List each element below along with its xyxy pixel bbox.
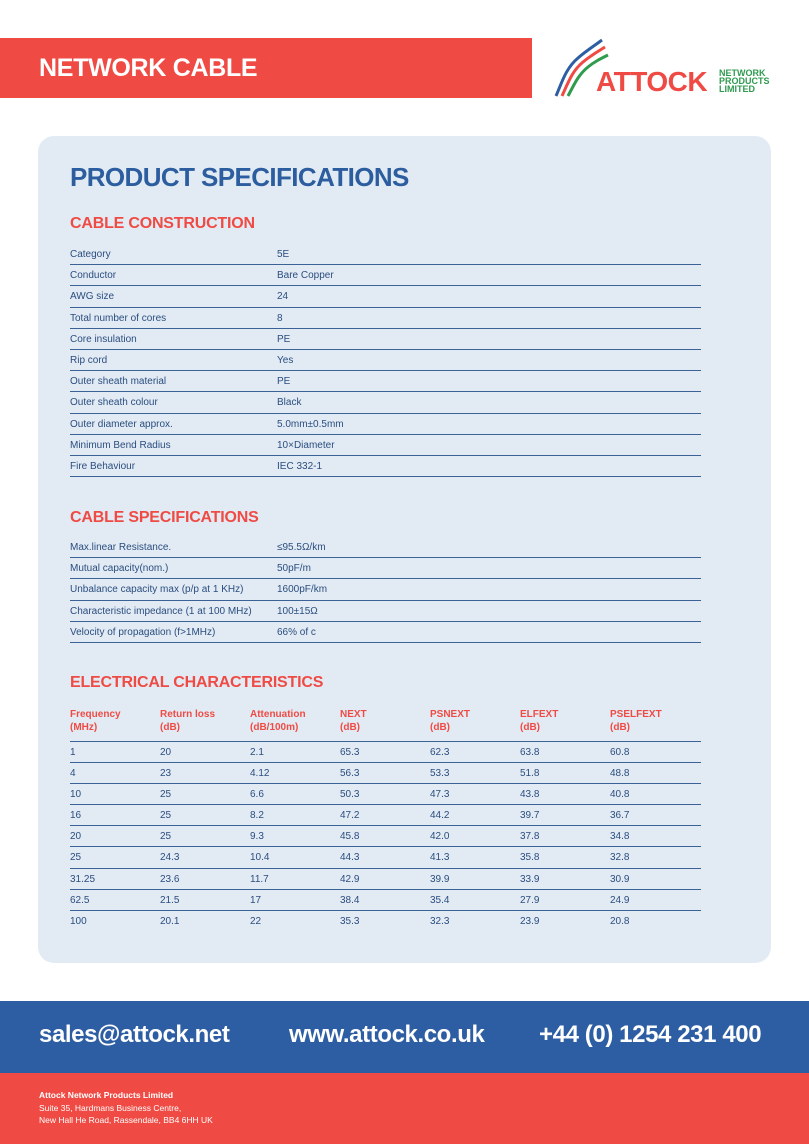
row-label: Outer diameter approx.: [70, 418, 173, 430]
row-label: Category: [70, 249, 111, 260]
row-value: PE: [277, 376, 291, 388]
table-row: [70, 601, 701, 622]
table-cell: 38.4: [340, 894, 360, 906]
column-header: Attenuation (dB/100m): [250, 709, 306, 733]
table-cell: 65.3: [340, 747, 360, 758]
table-cell: 42.9: [340, 873, 360, 885]
table-cell: 44.3: [340, 852, 360, 864]
table-row: [70, 435, 701, 456]
table-row: [70, 622, 701, 643]
table-cell: 30.9: [610, 873, 630, 885]
table-row: [70, 763, 701, 784]
table-row: [70, 869, 701, 890]
table-cell: 8.2: [250, 810, 264, 822]
top-banner: [0, 38, 532, 98]
table-row: [70, 742, 701, 763]
specifications-table: [70, 537, 701, 643]
row-value: Black: [277, 397, 302, 409]
table-row: [70, 329, 701, 350]
row-value: 100±15Ω: [277, 605, 318, 617]
table-row: [70, 784, 701, 805]
table-row: [70, 350, 701, 371]
row-value: 10×Diameter: [277, 439, 335, 451]
table-cell: 53.3: [430, 768, 450, 780]
page-title: PRODUCT SPECIFICATIONS: [70, 162, 409, 192]
table-cell: 48.8: [610, 768, 630, 780]
table-cell: 23.6: [160, 873, 180, 885]
column-header: NEXT (dB): [340, 709, 367, 733]
table-cell: 50.3: [340, 789, 360, 801]
row-value: 50pF/m: [277, 563, 311, 575]
row-label: Characteristic impedance (1 at 100 MHz): [70, 605, 252, 617]
table-cell: 41.3: [430, 852, 450, 864]
contact-website[interactable]: www.attock.co.uk: [289, 1021, 485, 1048]
table-row: [70, 890, 701, 911]
row-label: Minimum Bend Radius: [70, 439, 171, 451]
table-cell: 39.7: [520, 810, 540, 822]
contact-phone[interactable]: +44 (0) 1254 231 400: [539, 1021, 762, 1048]
table-cell: 23.9: [520, 915, 540, 927]
row-label: Conductor: [70, 270, 117, 282]
row-label: Core insulation: [70, 333, 137, 345]
table-cell: 100: [70, 915, 87, 927]
row-value: Bare Copper: [277, 270, 334, 282]
table-cell: 39.9: [430, 873, 450, 885]
table-cell: 33.9: [520, 873, 540, 885]
attock-logo: [552, 38, 782, 100]
table-cell: 37.8: [520, 831, 540, 843]
row-label: Unbalance capacity max (p/p at 1 KHz): [70, 584, 244, 596]
table-cell: 63.8: [520, 747, 540, 758]
table-row: [70, 579, 701, 600]
banner-title: NETWORK CABLE: [39, 54, 258, 82]
table-row: [70, 392, 701, 413]
table-cell: 1: [70, 747, 76, 758]
table-cell: 25: [160, 810, 172, 822]
table-cell: 36.7: [610, 810, 630, 822]
footer-company: Attock Network Products Limited: [39, 1090, 174, 1100]
table-cell: 25: [70, 852, 82, 864]
footer-address-line: Suite 35, Hardmans Business Centre,: [39, 1103, 182, 1113]
table-cell: 56.3: [340, 768, 360, 780]
table-cell: 17: [250, 894, 262, 906]
table-cell: 62.3: [430, 747, 450, 758]
column-header: Frequency (MHz): [70, 709, 121, 733]
column-header: PSNEXT (dB): [430, 709, 471, 733]
table-cell: 4.12: [250, 768, 270, 780]
table-cell: 2.1: [250, 747, 264, 758]
construction-table: [70, 244, 701, 477]
table-cell: 24.3: [160, 852, 180, 864]
row-value: IEC 332-1: [277, 460, 323, 472]
table-cell: 20.8: [610, 915, 630, 927]
table-row: [70, 244, 701, 265]
logo-wordmark: ATTOCK: [596, 66, 708, 97]
table-cell: 20: [160, 747, 172, 758]
table-cell: 35.4: [430, 894, 450, 906]
table-cell: 40.8: [610, 789, 630, 801]
table-cell: 35.8: [520, 852, 540, 864]
row-value: 5E: [277, 249, 290, 260]
table-cell: 20.1: [160, 915, 180, 927]
row-value: 5.0mm±0.5mm: [277, 418, 344, 430]
footer-band: [0, 1073, 809, 1144]
table-row: [70, 414, 701, 435]
table-row: [70, 537, 701, 558]
table-cell: 44.2: [430, 810, 450, 822]
electrical-table: [70, 707, 701, 932]
table-cell: 27.9: [520, 894, 540, 906]
table-cell: 25: [160, 789, 172, 801]
table-cell: 20: [70, 831, 82, 843]
table-row: [70, 558, 701, 579]
row-label: Max.linear Resistance.: [70, 542, 172, 553]
table-row: [70, 847, 701, 868]
row-label: Mutual capacity(nom.): [70, 563, 169, 575]
table-row: [70, 265, 701, 286]
table-row: [70, 286, 701, 307]
row-label: AWG size: [70, 291, 115, 303]
column-header: Return loss (dB): [160, 709, 216, 733]
table-row: [70, 826, 701, 847]
footer-address-line: New Hall He Road, Rassendale, BB4 6HH UK: [39, 1115, 213, 1125]
table-cell: 34.8: [610, 831, 630, 843]
row-value: ≤95.5Ω/km: [277, 542, 326, 553]
table-row: [70, 456, 701, 477]
table-cell: 16: [70, 810, 82, 822]
row-value: PE: [277, 333, 291, 345]
table-cell: 25: [160, 831, 172, 843]
row-label: Velocity of propagation (f>1MHz): [70, 626, 216, 638]
table-row: [70, 371, 701, 392]
table-cell: 23: [160, 768, 172, 780]
row-value: 8: [277, 312, 283, 324]
row-label: Rip cord: [70, 354, 108, 366]
column-header: PSELFEXT (dB): [610, 709, 662, 733]
table-cell: 24.9: [610, 894, 630, 906]
table-cell: 31.25: [70, 873, 96, 885]
table-cell: 10.4: [250, 852, 270, 864]
table-cell: 32.8: [610, 852, 630, 864]
table-cell: 35.3: [340, 915, 360, 927]
specifications-title: CABLE SPECIFICATIONS: [70, 509, 259, 526]
table-cell: 51.8: [520, 768, 540, 780]
table-cell: 21.5: [160, 894, 180, 906]
row-label: Fire Behaviour: [70, 460, 136, 472]
row-value: 24: [277, 291, 289, 303]
electrical-title: ELECTRICAL CHARACTERISTICS: [70, 674, 324, 691]
table-cell: 10: [70, 789, 82, 801]
table-cell: 47.3: [430, 789, 450, 801]
table-cell: 45.8: [340, 831, 360, 843]
row-value: Yes: [277, 354, 294, 366]
row-label: Outer sheath colour: [70, 397, 158, 409]
table-row: [70, 805, 701, 826]
table-cell: 4: [70, 768, 76, 780]
column-header: ELFEXT (dB): [520, 709, 559, 733]
table-cell: 6.6: [250, 789, 264, 801]
table-cell: 60.8: [610, 747, 630, 758]
table-cell: 62.5: [70, 894, 90, 906]
row-label: Total number of cores: [70, 312, 167, 324]
row-value: 1600pF/km: [277, 584, 328, 596]
table-cell: 22: [250, 915, 262, 927]
table-row: [70, 911, 701, 932]
table-row: [70, 308, 701, 329]
table-cell: 32.3: [430, 915, 450, 927]
row-label: Outer sheath material: [70, 376, 167, 388]
table-cell: 47.2: [340, 810, 360, 822]
logo-subtitle: NETWORK PRODUCTS LIMITED: [719, 68, 770, 94]
contact-email[interactable]: sales@attock.net: [39, 1021, 230, 1048]
table-cell: 9.3: [250, 831, 264, 843]
table-cell: 43.8: [520, 789, 540, 801]
construction-title: CABLE CONSTRUCTION: [70, 215, 255, 232]
electrical-table-header: [70, 707, 701, 742]
table-cell: 11.7: [250, 873, 269, 885]
contact-band: [0, 1001, 809, 1073]
table-cell: 42.0: [430, 831, 450, 843]
row-value: 66% of c: [277, 626, 316, 638]
